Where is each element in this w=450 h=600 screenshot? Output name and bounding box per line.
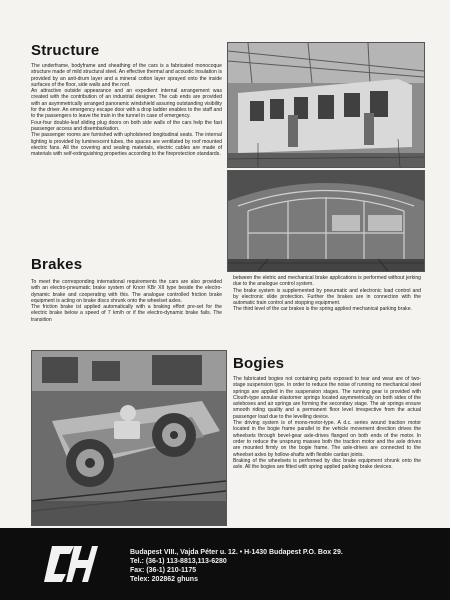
brakes-heading: Brakes xyxy=(31,256,83,273)
brakes-continued xyxy=(233,275,421,313)
structure-section xyxy=(31,42,222,157)
brakes-paragraph: The friction brake ist applied automatically with a braking effort pre-set for the electric brake below a speed of 7 km/h or if the electro-dynamic brake fails. The transition xyxy=(31,304,222,323)
structure-paragraph: The passenger rooms are furnished with upholstered longitudinal seats. The internal lighting is provided by luminescent tubes, the spaces are ventilated by roof mounted electric fans. All the covering and sealing materials, electric cables are made of materials with self-extinguishing properties according to the fireprotection standards. xyxy=(31,132,222,158)
bogies-paragraph: Braking of the wheelsets is performed by disc brake equipment shrunk onto the axle. All the bogies are fitted with spring applied parking brake devices. xyxy=(233,457,421,471)
brakes-paragraph: The brake system is supplemented by pneumatic and electronic load control and by electronic slide protection. Further the brakes are in connection with the automatic train control and stopping equipment. xyxy=(233,287,421,307)
car-body-workshop-photo xyxy=(227,42,425,168)
structure-heading: Structure xyxy=(31,42,100,59)
brakes-section xyxy=(31,256,222,323)
bogie-photo xyxy=(31,350,227,526)
car-frame-interior-photo xyxy=(227,170,425,272)
bogies-heading: Bogies xyxy=(233,355,285,372)
footer-bar xyxy=(0,528,450,600)
address-line: Budapest VIII., Vajda Péter u. 12. • H-1430 Budapest P.O. Box 29. xyxy=(130,549,343,556)
brakes-paragraph: between the eletric and mechanical brake applications is performed without jerking due to the analogue control system. xyxy=(233,275,421,288)
structure-paragraph: Four-four double-leaf sliding plug doors on both side walls of the cars help the fast passenger access and disembarkation. xyxy=(31,119,222,132)
contact-block xyxy=(130,548,343,584)
brakes-paragraph: The third level of the car brakes is the spring applied mechanical parking brake. xyxy=(233,306,412,313)
bogies-section xyxy=(233,355,421,470)
bogies-paragraph: The driving system is of mono-motor-type. A d.c. series wound traction motor located in the bogie frame parallel to the vehicle movement direction drives the wheelsets through bevel-gear axle-drives flanged on both ends of the motor. In order to reduce the unsprung masses both the traction motor and the axle drives are mounted firmly on the bogie frame. The axle-drives are connected to the wheelset axles by hollow-shafts with flexible cardan joints. xyxy=(233,420,421,458)
telephone-line: Tel.: (36-1) 113-8813,113-6280 xyxy=(130,558,227,565)
telex-line: Telex: 202862 ghuns xyxy=(130,576,198,583)
structure-paragraph: The underframe, bodyframe and sheathing of the cars is a fabricated monocoque structure made of mild structural steel. An effective thermal and acoustic insulation is provided by an anti-drum layer and a mineral cotton layer sprayed onto the inside surfaces of the floor, side walls and the roof. xyxy=(31,63,222,88)
bogies-paragraph: The fabricated bogies not containing parts exposed to tear and wear are of two-stage suspension type. In order to reduce the noise of running no mechanical steel springs are applied in the suspension stages. The running gear is provided with Clouth-type annular elastomer springs located asymmetrically on both sides of the axleboxes and air springs are forming the secondary stage. The air springs ensure smooth riding quality and a permanent floor level irrespective from the actual passenger load due to the levelling device. xyxy=(233,376,421,420)
fax-line: Fax: (36-1) 210-1175 xyxy=(130,567,197,574)
company-logo-icon xyxy=(44,542,98,586)
brakes-paragraph: To meet the corresponding international requirements the cars are also provided with an electro-pneumatic brake system of Knorr KBr XII type beside the electro-dynamic brake and cooperating with this. The analogue controlled friction brake equipment is acting on brake discs shrunk onto the wheelset axles. xyxy=(31,279,222,304)
structure-paragraph: An attractive outside appearance and an expedient internal arrangement was created with the contribution of an industrial designer. The cab ends are provided with an asymmetrically arranged panoramic windshield assuring outstanding visibility for the driver. An emergency escape door with a drop ladder enables to the staff and to the passengers to leave the train in the tunnel in case of emergency. xyxy=(31,88,222,120)
